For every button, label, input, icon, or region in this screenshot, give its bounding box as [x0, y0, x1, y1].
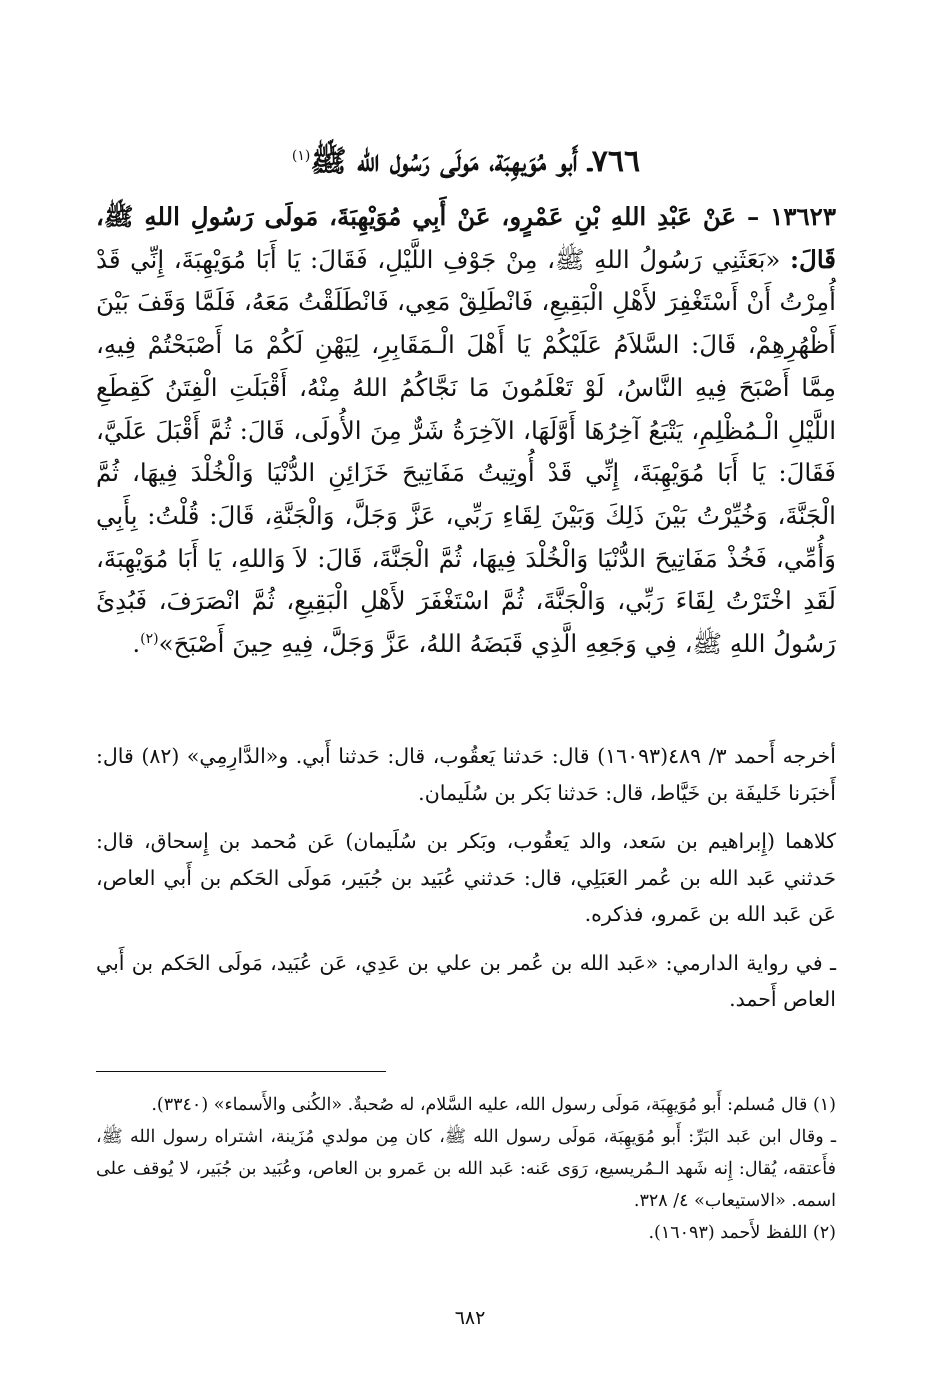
footnotes — [96, 1089, 836, 1249]
hadith-footnote-ref[interactable]: (٢) — [140, 630, 159, 647]
hadith-lead: ١٣٦٢٣ – عَنْ عَبْدِ اللهِ بْنِ عَمْرٍو، عَنْ أَبِي مُوَيْهِبَةَ، مَولَى رَسُولِ اللهِ ﷺ، قَالَ: — [96, 202, 836, 274]
footnote-1-continued: ـ وقال ابن عَبد البَرِّ: أَبو مُوَيهِبَة، مَولَى رسول الله ﷺ، كان مِن مولدي مُزَينة، اشتراه رسول الله ﷺ، فأَعتقه، يُقال: إِنه شَهد الـمُريسيع، رَوَى عَنه: عَبد الله بن عَمرو بن العاص، وعُبَيد بن جُبَير، لا يُوقف على اسمه. «الاستيعاب» ٤/ ٣٢٨. — [96, 1127, 836, 1211]
hadith-end: . — [132, 629, 141, 659]
takhrij-paragraph-2: كلاهما (إِبراهيم بن سَعد، والد يَعقُوب، وبَكر بن سُلَيمان) عَن مُحمد بن إِسحاق، قال: حَدثني عَبد الله بن عُمر العَبَلِي، قال: حَدثني عُبَيد بن جُبَير، مَولَى الحَكم بن أَبي العاص، عَن عَبد الله بن عَمرو، فذكره. — [96, 829, 836, 926]
takhrij-paragraph-1: أخرجه أَحمد ٣/ ٤٨٩(١٦٠٩٣) قال: حَدثنا يَعقُوب، قال: حَدثنا أَبي. و«الدَّارِمِي» (٨٢) قال: أَخبَرنا خَليفَة بن خَيَّاط، قال: حَدثنا بَكر بن سُلَيمان. — [96, 744, 836, 805]
takhrij-section — [96, 738, 836, 1030]
chapter-title-text: ٧٦٦ـ أَبو مُوَيهِبَة، مَولَى رَسُول الله ﷺ — [310, 144, 641, 180]
hadith-body: «بَعَثَنِي رَسُولُ اللهِ ﷺ، مِنْ جَوْفِ اللَّيْلِ، فَقَالَ: يَا أَبَا مُوَيْهِبَةَ، إِنِّي قَدْ أُمِرْتُ أَنْ أَسْتَغْفِرَ لأَهْلِ الْبَقِيعِ، فَانْطَلِقْ مَعِي، فَانْطَلَقْتُ مَعَهُ، فَلَمَّا وَقَفَ بَيْنَ أَظْهُرِهِمْ، قَالَ: السَّلاَمُ عَلَيْكُمْ يَا أَهْلَ الْـمَقَابِرِ، لِيَهْنِ لَكُمْ مَا أَصْبَحْتُمْ فِيهِ، مِمَّا أَصْبَحَ فِيهِ النَّاسُ، لَوْ تَعْلَمُونَ مَا نَجَّاكُمُ اللهُ مِنْهُ، أَقْبَلَتِ الْفِتَنُ كَقِطَعِ اللَّيْلِ الْـمُظْلِمِ، يَتْبَعُ آخِرُهَا أَوَّلَهَا، الآخِرَةُ شَرٌّ مِنَ الأُولَى، قَالَ: ثُمَّ أَقْبَلَ عَلَيَّ، فَقَالَ: يَا أَبَا مُوَيْهِبَةَ، إِنِّي قَدْ أُوتِيتُ مَفَاتِيحَ خَزَائِنِ الدُّنْيَا وَالْخُلْدَ فِيهَا، ثُمَّ الْجَنَّةَ، وَخُيِّرْتُ بَيْنَ ذَلِكَ وَبَيْنَ لِقَاءِ رَبِّي، عَزَّ وَجَلَّ، وَالْجَنَّةِ، قَالَ: قُلْتُ: بِأَبِي وَأُمِّي، فَخُذْ مَفَاتِيحَ الدُّنْيَا وَالْخُلْدَ فِيهَا، ثُمَّ الْجَنَّةَ، قَالَ: لاَ وَاللهِ، يَا أَبَا مُوَيْهِبَةَ، لَقَدِ اخْتَرْتُ لِقَاءَ رَبِّي، وَالْجَنَّةَ، ثُمَّ اسْتَغْفَرَ لأَهْلِ الْبَقِيعِ، ثُمَّ انْصَرَفَ، فَبُدِئَ رَسُولُ اللهِ ﷺ، فِي وَجَعِهِ الَّذِي قَبَضَهُ اللهُ، عَزَّ وَجَلَّ، فِيهِ حِينَ أَصْبَحَ» — [96, 244, 836, 659]
page-number: ٦٨٢ — [454, 1307, 486, 1329]
hadith-text — [96, 196, 836, 666]
chapter-title — [96, 140, 836, 184]
chapter-footnote-ref[interactable]: (١) — [291, 148, 311, 165]
takhrij-paragraph-3: ـ في رواية الدارمي: «عَبد الله بن عُمر بن علي بن عَدِي، عَن عُبَيد، مَولَى الحَكم بن أَبي العاص أَحمد. — [96, 950, 836, 1011]
footnote-divider — [96, 1071, 386, 1072]
footnote-1: (١) قال مُسلم: أَبو مُوَيهِبَة، مَولَى رسول الله، عليه السَّلام، له صُحبةٌ. «الكُنى والأَسماء» (٣٣٤٠). — [151, 1095, 836, 1115]
footnote-2: (٢) اللفظ لأَحمد (١٦٠٩٣). — [648, 1223, 836, 1243]
